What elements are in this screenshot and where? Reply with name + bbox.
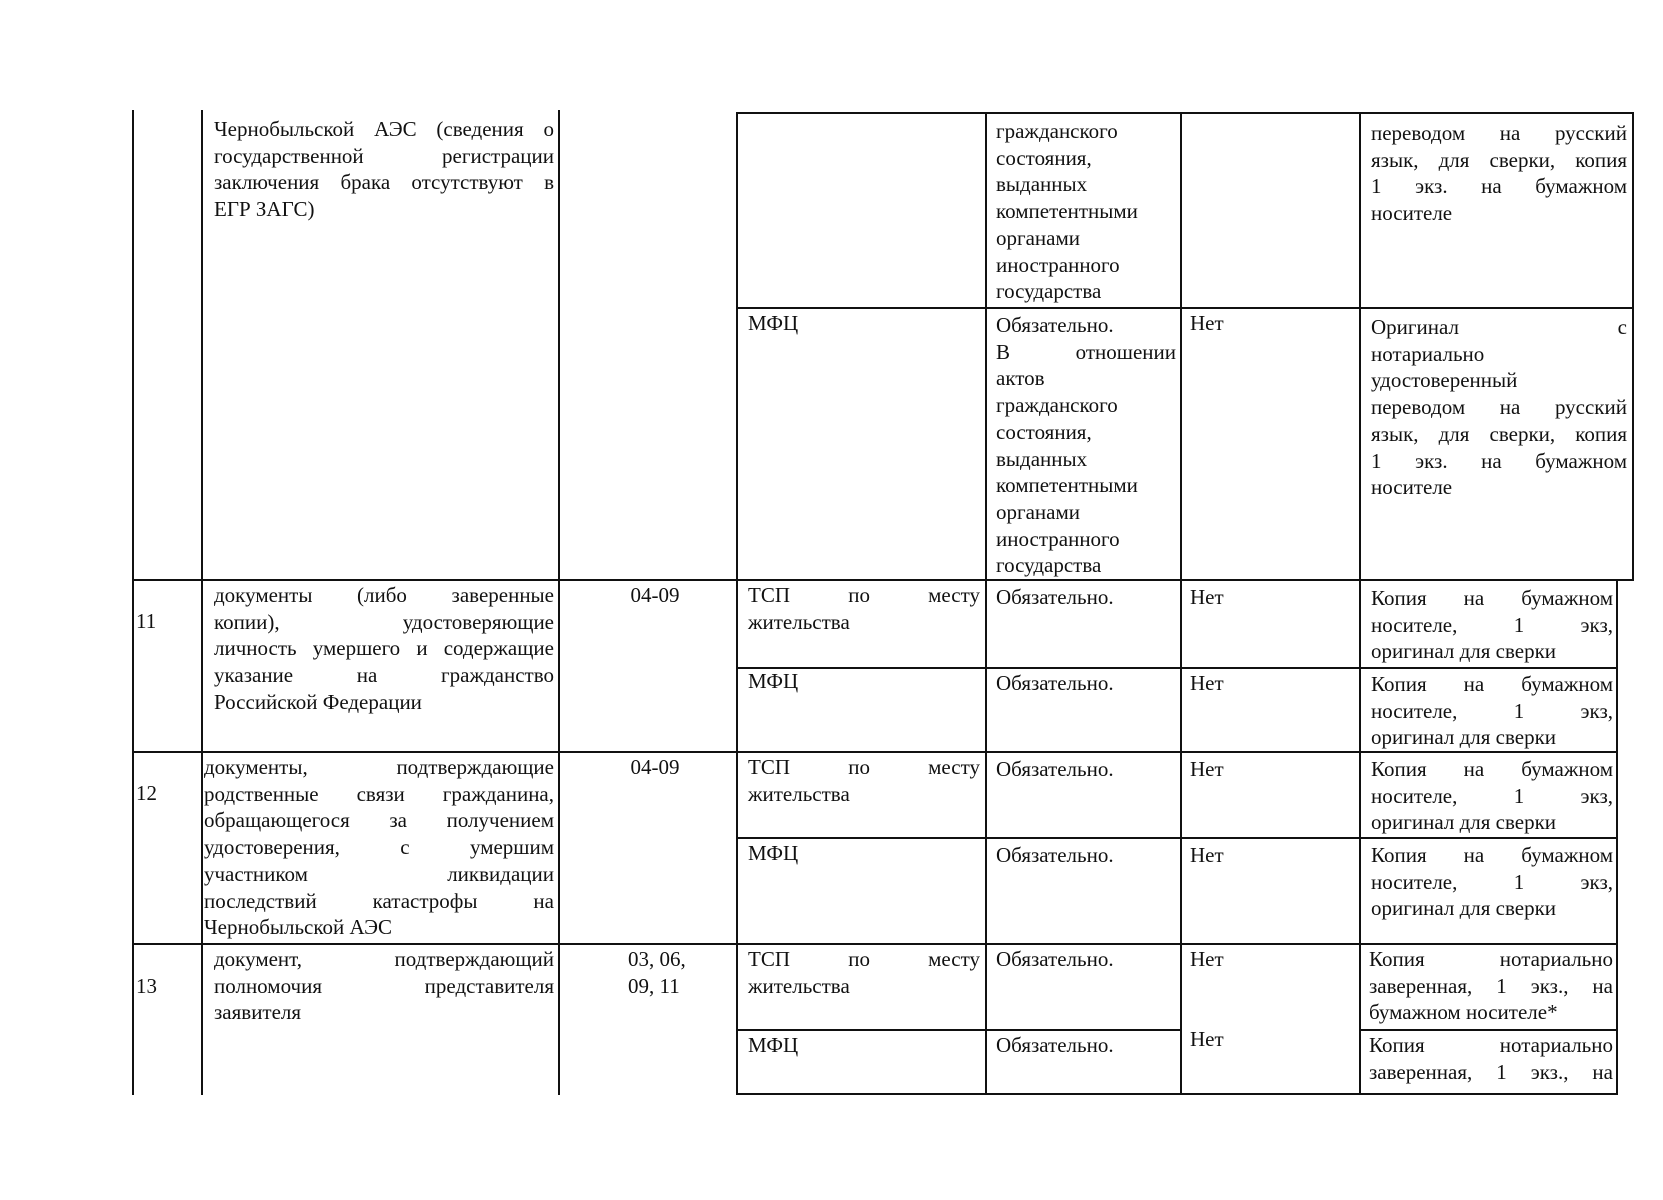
text-line: Нет [1190,671,1224,695]
doc-cell-continuation [214,116,554,223]
text-line: удостоверенный [1371,368,1518,393]
text-line: бумажном носителе* [1369,1000,1558,1025]
text-line: компетентными [996,199,1138,224]
text-line: иностранного [996,526,1120,551]
need-cell [1190,1026,1350,1053]
text-line: заверенная, 1 экз., на [1369,1059,1613,1084]
text-line: гражданского [996,119,1118,143]
text-line: жительства [748,973,850,998]
condition-cell [996,1032,1176,1059]
condition-cell [996,842,1176,869]
text-line: органами [996,225,1081,250]
text-line: компетентными [996,473,1138,498]
text-line: оригинал для сверки [1371,896,1557,921]
text-line: Нет [1190,311,1224,335]
text-line: Обязательно. [996,585,1114,609]
grid-line [201,110,203,1095]
doc-cell [204,754,554,941]
text-line: выданных [996,172,1088,197]
text-line: Копия на бумажном [1371,586,1613,610]
row-number [136,608,196,635]
grid-line [1359,112,1361,1095]
place-cell [748,668,980,695]
text-line: носителе, 1 экз, [1371,783,1613,808]
grid-line [736,307,1634,309]
place-cell [748,946,980,999]
text-line: переводом на русский [1371,395,1627,420]
text-line: ТСП по месту [748,947,980,971]
form-cell [1371,585,1613,665]
form-cell [1369,946,1613,1026]
row-number [136,780,196,807]
text-line: актов [996,366,1045,391]
need-cell [1190,842,1350,869]
text-line: переводом на русский [1371,121,1627,145]
form-cell [1371,756,1613,836]
grid-line [736,112,738,1095]
text-line: Обязательно. [996,1033,1114,1057]
grid-line [558,110,560,1095]
text-line: Российской Федерации [214,689,422,714]
place-cell [748,1032,980,1059]
condition-cell [996,670,1176,697]
grid-line [1359,1029,1618,1031]
code-cell [590,582,720,609]
text-line: МФЦ [748,669,799,693]
text-line: 03, 06, [628,947,686,971]
code-cell [590,754,720,781]
text-line: носителе [1371,475,1453,500]
text-line: 1 экз. на бумажном [1371,448,1627,473]
text-line: обращающегося за получением [204,808,554,833]
text-line: Нет [1190,757,1224,781]
grid-line [736,1029,1180,1031]
text-line: Копия нотариально [1369,947,1613,971]
form-cell [1371,671,1613,751]
need-cell [1190,946,1350,973]
text-line: копии), удостоверяющие [214,609,554,634]
text-line: Копия на бумажном [1371,843,1613,867]
text-line: выданных [996,446,1088,471]
grid-line [132,943,1618,945]
text-line: Обязательно. [996,671,1114,695]
grid-line [132,751,1618,753]
text-line: 13 [136,974,157,998]
doc-cell [214,946,554,1026]
condition-cell [996,118,1176,305]
text-line: носителе [1371,201,1453,226]
text-line: участником ликвидации [204,861,554,886]
grid-line [736,837,1618,839]
place-cell [748,310,978,337]
grid-line [736,112,1634,114]
need-cell [1190,310,1350,337]
text-line: носителе, 1 экз, [1371,612,1613,637]
text-line: оригинал для сверки [1371,639,1557,664]
text-line: жительства [748,609,850,634]
grid-line [1632,112,1634,579]
text-line: язык, для сверки, копия [1371,147,1627,172]
grid-line [1180,112,1182,1095]
form-cell [1371,842,1613,922]
text-line: последствий катастрофы на [204,888,554,913]
text-line: полномочия представителя [214,973,554,998]
form-cell [1371,120,1627,227]
text-line: Копия на бумажном [1371,757,1613,781]
text-line: Оригинал с [1371,315,1627,339]
text-line: государственной регистрации [214,143,554,168]
text-line: Копия нотариально [1369,1033,1613,1057]
text-line: документы, подтверждающие [204,755,554,779]
text-line: органами [996,499,1081,524]
text-line: 1 экз. на бумажном [1371,174,1627,199]
text-line: ТСП по месту [748,755,980,779]
grid-line [985,112,987,1095]
text-line: Нет [1190,947,1224,971]
text-line: государства [996,553,1102,578]
text-line: 04-09 [630,755,680,779]
text-line: оригинал для сверки [1371,725,1557,750]
text-line: ТСП по месту [748,583,980,607]
condition-cell [996,946,1176,973]
text-line: ЕГР ЗАГС) [214,197,315,222]
place-cell [748,754,980,807]
text-line: Нет [1190,585,1224,609]
need-cell [1190,756,1350,783]
row-number [136,973,196,1000]
text-line: носителе, 1 экз, [1371,698,1613,723]
text-line: Нет [1190,843,1224,867]
text-line: 09, 11 [628,973,680,998]
text-line: государства [996,279,1102,304]
need-cell [1190,584,1350,611]
condition-cell [996,756,1176,783]
text-line: документы (либо заверенные [214,583,554,607]
text-line: язык, для сверки, копия [1371,421,1627,446]
text-line: заверенная, 1 экз., на [1369,973,1613,998]
condition-cell [996,312,1176,579]
text-line: гражданского [996,393,1118,418]
text-line: В отношении [996,339,1176,364]
text-line: Нет [1190,1027,1224,1051]
text-line: 04-09 [630,583,680,607]
text-line: МФЦ [748,841,799,865]
condition-cell [996,584,1176,611]
text-line: Обязательно. [996,313,1114,337]
grid-line [736,1093,1618,1095]
text-line: иностранного [996,252,1120,277]
form-cell [1369,1032,1613,1085]
text-line: 12 [136,781,157,805]
text-line: 11 [136,609,157,633]
place-cell [748,582,980,635]
text-line: личность умершего и содержащие [214,636,554,661]
doc-cell [214,582,554,716]
text-line: Обязательно. [996,947,1114,971]
text-line: родственные связи гражданина, [204,781,554,806]
grid-line [132,110,134,1095]
text-line: жительства [748,781,850,806]
text-line: МФЦ [748,311,799,335]
grid-line [132,579,1634,581]
text-line: указание на гражданство [214,663,554,688]
text-line: удостоверения, с умершим [204,835,554,860]
text-line: носителе, 1 экз, [1371,869,1613,894]
text-line: оригинал для сверки [1371,810,1557,835]
text-line: состояния, [996,145,1092,170]
code-cell [628,946,728,999]
text-line: Копия на бумажном [1371,672,1613,696]
text-line: Обязательно. [996,843,1114,867]
text-line: документ, подтверждающий [214,947,554,971]
text-line: МФЦ [748,1033,799,1057]
need-cell [1190,670,1350,697]
text-line: состояния, [996,419,1092,444]
place-cell [748,840,980,867]
text-line: заявителя [214,1000,302,1025]
form-cell [1371,314,1627,501]
text-line: Обязательно. [996,757,1114,781]
text-line: нотариально [1371,341,1485,366]
text-line: заключения брака отсутствуют в [214,170,554,195]
text-line: Чернобыльской АЭС [204,915,393,940]
text-line: Чернобыльской АЭС (сведения о [214,117,554,141]
